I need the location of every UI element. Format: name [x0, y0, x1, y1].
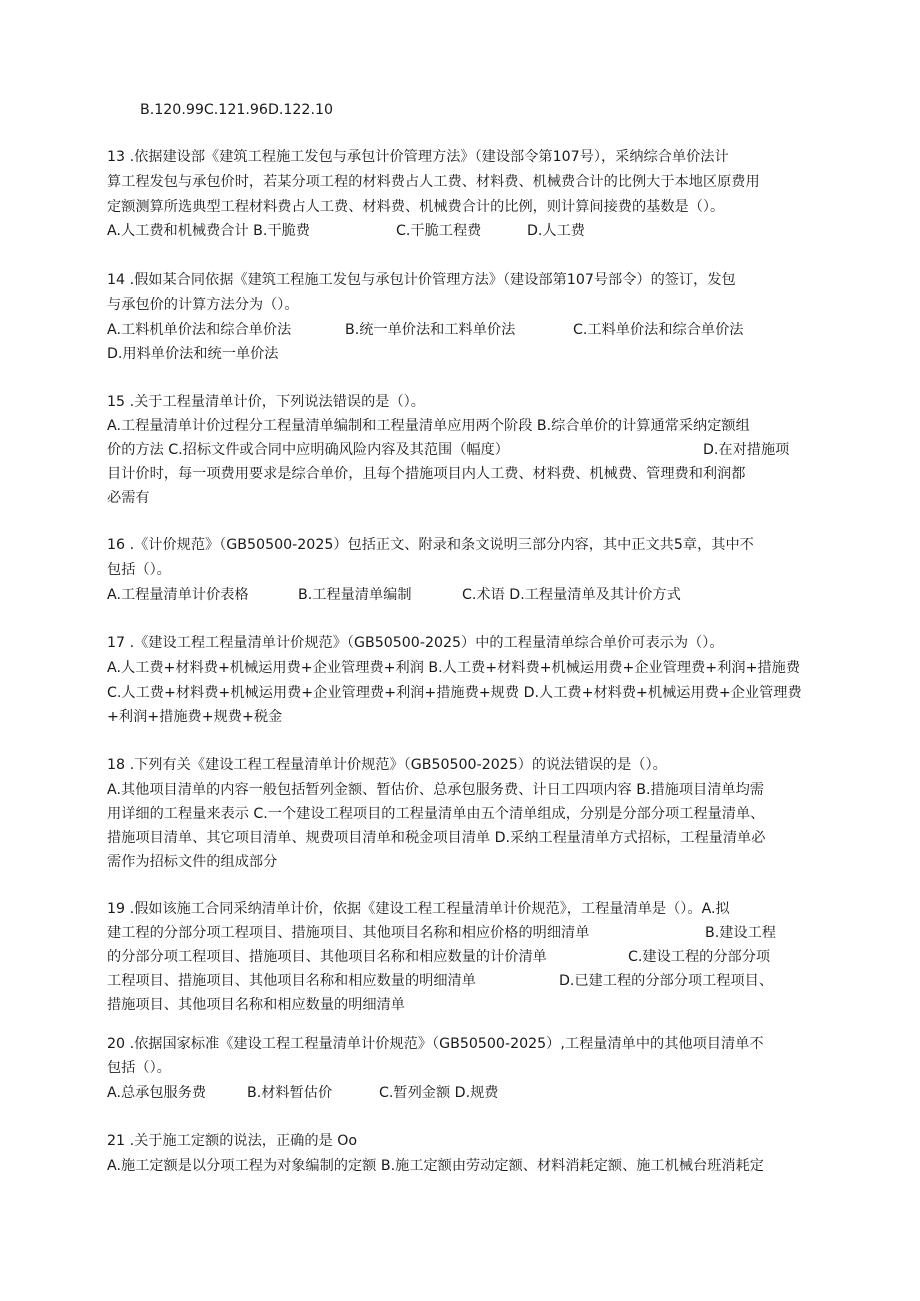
- q20-stem-line-1: 20 .依据国家标准《建设工程工程量清单计价规范》（GB50500-2025）,工程量清单中的其他项目清单不: [107, 1036, 764, 1052]
- q19-option-c-end: 工程项目、措施项目、其他项目名称和相应数量的明细清单: [107, 973, 476, 989]
- q20-option-a: A.总承包服务费: [107, 1085, 207, 1101]
- q20-option-b: B.材料暂估价: [247, 1085, 333, 1101]
- q16-stem-line-1: 16 .《计价规范》（GB50500-2025）包括正文、附录和条文说明三部分内容，其中正文共5章，其中不: [107, 537, 754, 553]
- q17-stem: 17 .《建设工程工程量清单计价规范》（GB50500-2025）中的工程量清单综合单价可表示为（）。: [107, 635, 724, 651]
- q19-stem: 19 .假如该施工合同采纳清单计价，依据《建设工程工程量清单计价规范》，工程量清单是（）。A.拟: [107, 901, 730, 917]
- q14-option-c: C.工料单价法和综合单价法: [573, 322, 744, 338]
- q19-options-line-4: 措施项目、其他项目名称和相应数量的明细清单: [107, 997, 405, 1013]
- q15-option-c: 价的方法 C.招标文件或合同中应明确风险内容及其范围（幅度）: [107, 442, 509, 458]
- q19-option-a: 建工程的分部分项工程项目、措施项目、其他项目名称和相应价格的明细清单: [107, 925, 590, 941]
- q13-option-c: C.干脆工程费: [396, 223, 482, 239]
- q14-option-d: D.用料单价法和统一单价法: [107, 346, 279, 362]
- q21-stem: 21 .关于施工定额的说法，正确的是 Oo: [107, 1133, 358, 1149]
- q20-option-cd: C.暂列金额 D.规费: [379, 1085, 499, 1101]
- q12-options: B.120.99C.121.96D.122.10: [140, 102, 334, 118]
- q17-options-line-2: C.人工费+材料费+机械运用费+企业管理费+利润+措施费+规费 D.人工费+材料费+机械运用费+企业管理费: [107, 685, 802, 701]
- q18-options-line-4: 需作为招标文件的组成部分: [107, 854, 278, 870]
- q18-options-line-1: A.其他项目清单的内容一般包括暂列金额、暂估价、总承包服务费、计日工四项内容 B.措施项目清单均需: [107, 782, 764, 798]
- q14-stem-line-1: 14 .假如某合同依据《建筑工程施工发包与承包计价管理方法》（建设部第107号部令）的签订，发包: [107, 272, 736, 288]
- q20-stem-line-2: 包括（）。: [107, 1060, 171, 1076]
- q16-option-cd: C.术语 D.工程量清单及其计价方式: [462, 587, 681, 603]
- q15-stem: 15 .关于工程量清单计价，下列说法错误的是（）。: [107, 394, 425, 410]
- q13-stem-line-3: 定额测算所选典型工程材料费占人工费、材料费、机械费合计的比例，则计算间接费的基数是（）。: [107, 199, 725, 215]
- q19-option-d-start: D.已建工程的分部分项工程项目、: [559, 973, 774, 989]
- q14-option-b: B.统一单价法和工料单价法: [345, 322, 516, 338]
- q15-options-line-4: 必需有: [107, 490, 150, 506]
- q21-options-line-1: A.施工定额是以分项工程为对象编制的定额 B.施工定额由劳动定额、材料消耗定额、施工机械台班消耗定: [107, 1158, 764, 1174]
- q16-stem-line-2: 包括（）。: [107, 562, 171, 578]
- q13-option-d: D.人工费: [527, 223, 585, 239]
- q17-options-line-3: +利润+措施费+规费+税金: [107, 709, 283, 725]
- q13-stem-line-1: 13 .依据建设部《建筑工程施工发包与承包计价管理方法》（建设部令第107号），采纳综合单价法计: [107, 149, 729, 165]
- q19-option-c-start: C.建设工程的分部分项: [628, 949, 771, 965]
- q16-option-a: A.工程量清单计价表格: [107, 587, 249, 603]
- q15-options-line-1: A.工程量清单计价过程分工程量清单编制和工程量清单应用两个阶段 B.综合单价的计算通常采纳定额组: [107, 418, 750, 434]
- q17-options-line-1: A.人工费+材料费+机械运用费+企业管理费+利润 B.人工费+材料费+机械运用费+企业管理费+利润+措施费: [107, 660, 801, 676]
- q19-option-b-start: B.建设工程: [705, 925, 776, 941]
- q13-stem-line-2: 算工程发包与承包价时，若某分项工程的材料费占人工费、材料费、机械费合计的比例大于本地区原费用: [107, 174, 760, 190]
- q19-option-b-end: 的分部分项工程项目、措施项目、其他项目名称和相应数量的计价清单: [107, 949, 547, 965]
- q18-stem: 18 .下列有关《建设工程工程量清单计价规范》（GB50500-2025）的说法错误的是（）。: [107, 757, 667, 773]
- q15-options-line-3: 目计价时，每一项费用要求是综合单价，且每个措施项目内人工费、材料费、机械费、管理费和利润都: [107, 466, 746, 482]
- q16-option-b: B.工程量清单编制: [298, 587, 412, 603]
- q13-option-ab: A.人工费和机械费合计 B.干脆费: [107, 223, 310, 239]
- q14-stem-line-2: 与承包价的计算方法分为（）。: [107, 297, 299, 313]
- q15-option-d-start: D.在对措施项: [703, 442, 790, 458]
- q18-options-line-3: 措施项目清单、其它项目清单、规费项目清单和税金项目清单 D.采纳工程量清单方式招标，工程量清单必: [107, 830, 766, 846]
- q18-options-line-2: 用详细的工程量来表示 C.一个建设工程项目的工程量清单由五个清单组成，分别是分部分项工程量清单、: [107, 806, 765, 822]
- q14-option-a: A.工料机单价法和综合单价法: [107, 322, 292, 338]
